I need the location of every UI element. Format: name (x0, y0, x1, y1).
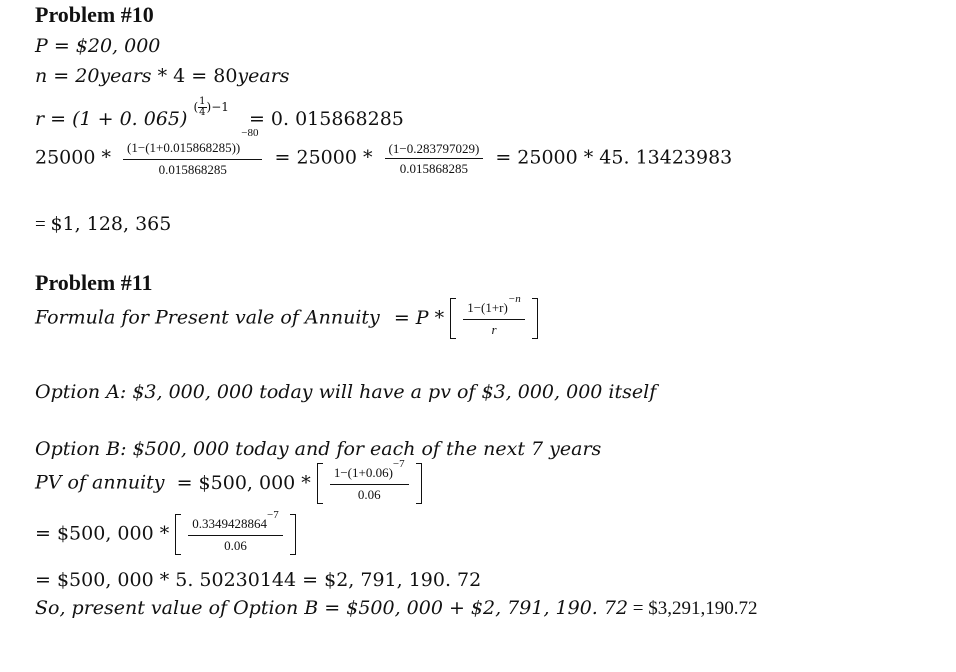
step3-line: = $500, 000 * 5. 50230144 = $2, 791, 190. 72 (35, 569, 482, 591)
rate-right: = 0. 015868285 (248, 108, 404, 130)
formula-label: Formula for Present vale of Annuity (35, 306, 380, 329)
step2-bracket: $\frac{0.3349428864^{-7}}{0.06}$ (175, 514, 295, 555)
rate-exponent: ( 1 4 )−1 (193, 96, 229, 118)
rate-line (35, 96, 404, 132)
formula-mid: = P * (393, 306, 445, 329)
periods-part-a: n = 20 (35, 65, 100, 87)
periods-line (35, 65, 290, 87)
step2-line (35, 509, 296, 555)
option-b-line: Option B: $500, 000 today and for each of the next 7 years (35, 438, 602, 460)
result-value: $1, 128, 365 (50, 213, 172, 235)
final-a: So, present value of Option B = $500, 000 + $2, 791, 190. 72 (35, 597, 629, 619)
pv-bracket: $\frac{1-(1+0.06)^{-7}}{0.06}$ (317, 463, 422, 504)
periods-unit-b: years (237, 65, 290, 87)
final-b: = $3,291,190.72 (628, 598, 758, 619)
calc-fraction-1: $\frac{(1-(1+0.015868285))^{-80}}{0.015868285}$ (123, 140, 262, 177)
calc-fraction-2: $\frac{(1-0.283797029)}{0.015868285}$ (385, 141, 484, 176)
option-a-line: Option A: $3, 000, 000 today will have a pv of $3, 000, 000 itself (35, 381, 657, 403)
calc-line (35, 127, 733, 177)
pv-mid: = $500, 000 * (176, 471, 311, 494)
problem-11-title: Problem #11 (35, 270, 153, 295)
problem-10-title: Problem #10 (35, 2, 154, 27)
step2-left: = $500, 000 * (35, 522, 170, 545)
formula-line (35, 293, 538, 339)
pv-line (35, 458, 422, 504)
calc-c: = 25000 * 45. 13423983 (495, 146, 733, 169)
calc-b: = 25000 * (274, 146, 373, 169)
pv-label: PV of annuity (35, 471, 165, 494)
periods-part-c: * 4 = 80 (151, 65, 238, 87)
calc-a: 25000 * (35, 146, 111, 169)
periods-unit-a: years (99, 65, 152, 87)
principal-line: P = $20, 000 (35, 35, 161, 57)
result-line: = $1, 128, 365 (35, 213, 172, 235)
final-line (35, 597, 758, 620)
rate-left: r = (1 + 0. 065) (35, 108, 188, 130)
formula-bracket: $\frac{1-(1+r)^{-n}}{r}$ (450, 298, 538, 339)
